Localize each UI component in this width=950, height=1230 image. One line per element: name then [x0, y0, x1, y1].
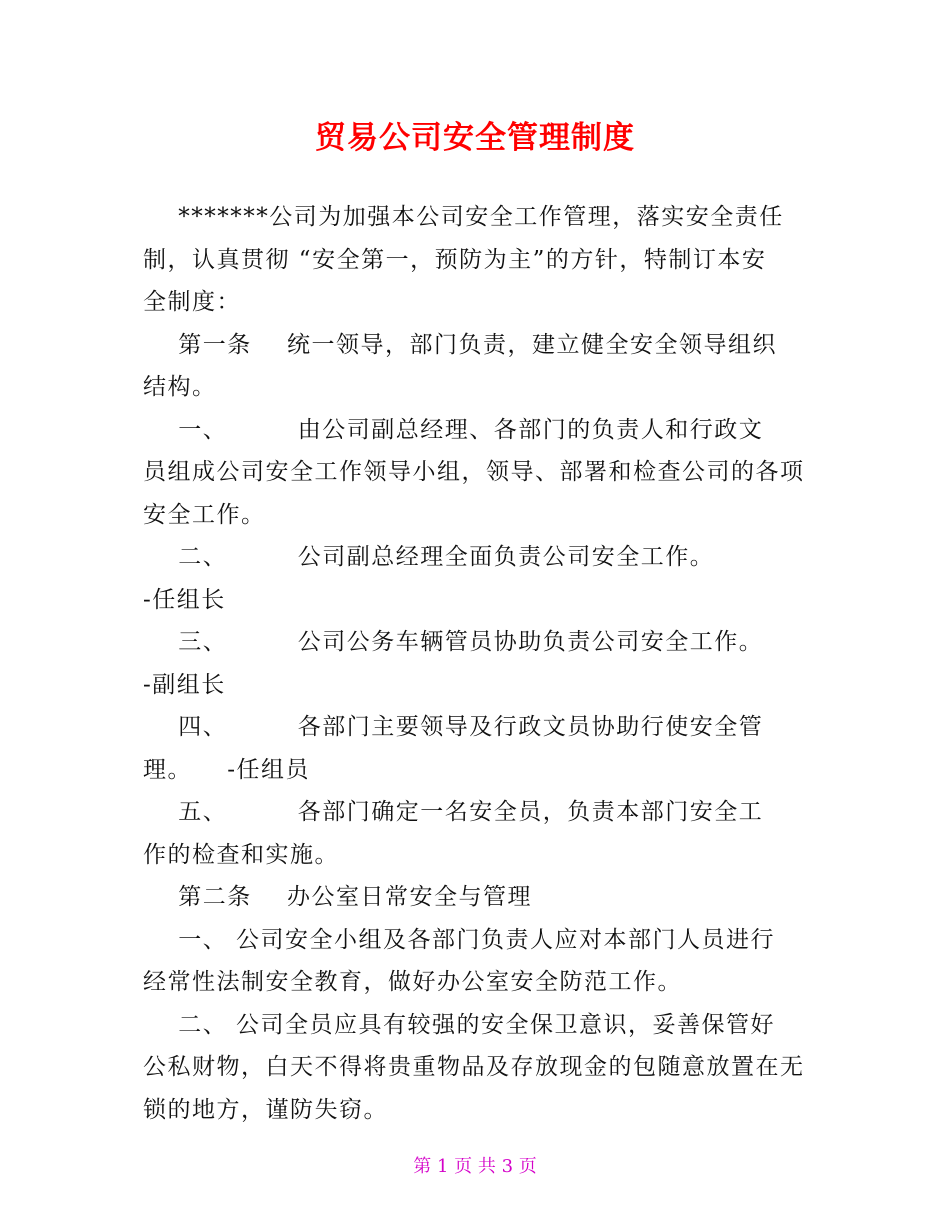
body-line: 三、 公司公务车辆管员协助负责公司安全工作。 — [143, 629, 764, 655]
body-line: 员组成公司安全工作领导小组，领导、部署和检查公司的各项 — [143, 459, 805, 485]
body-line: 制，认真贯彻 “安全第一，预防为主”的方针，特制订本安 — [143, 246, 767, 273]
body-line: 一、 由公司副总经理、各部门的负责人和行政文 — [143, 416, 764, 443]
body-line: -副组长 — [143, 671, 226, 698]
page-footer: 第 1 页 共 3 页 — [413, 1156, 537, 1177]
body-line: 作的检查和实施。 — [143, 841, 339, 868]
body-line: 理。 -任组员 — [143, 756, 311, 783]
document-body — [143, 196, 815, 1131]
body-line: *******公司为加强本公司安全工作管理，落实安全责任 — [143, 204, 784, 230]
body-line: 公私财物，白天不得将贵重物品及存放现金的包随意放置在无 — [143, 1054, 805, 1080]
body-line: 经常性法制安全教育，做好办公室安全防范工作。 — [143, 969, 682, 995]
body-line: -任组长 — [143, 586, 226, 613]
body-line: 第一条 统一领导，部门负责，建立健全安全领导组织 — [143, 331, 777, 358]
body-line: 全制度： — [143, 289, 241, 315]
body-line: 结构。 — [143, 374, 217, 400]
body-line: 锁的地方，谨防失窃。 — [143, 1096, 388, 1123]
body-line: 五、 各部门确定一名安全员，负责本部门安全工 — [143, 799, 764, 825]
body-line: 四、 各部门主要领导及行政文员协助行使安全管 — [143, 714, 764, 740]
body-line: 第二条 办公室日常安全与管理 — [143, 884, 532, 910]
body-line: 安全工作。 — [143, 501, 266, 528]
document-title: 贸易公司安全管理制度 — [315, 120, 635, 156]
body-line: 二、 公司全员应具有较强的安全保卫意识，妥善保管好 — [143, 1011, 776, 1038]
body-line: 二、 公司副总经理全面负责公司安全工作。 — [143, 544, 715, 570]
body-line: 一、 公司安全小组及各部门负责人应对本部门人员进行 — [143, 926, 776, 953]
